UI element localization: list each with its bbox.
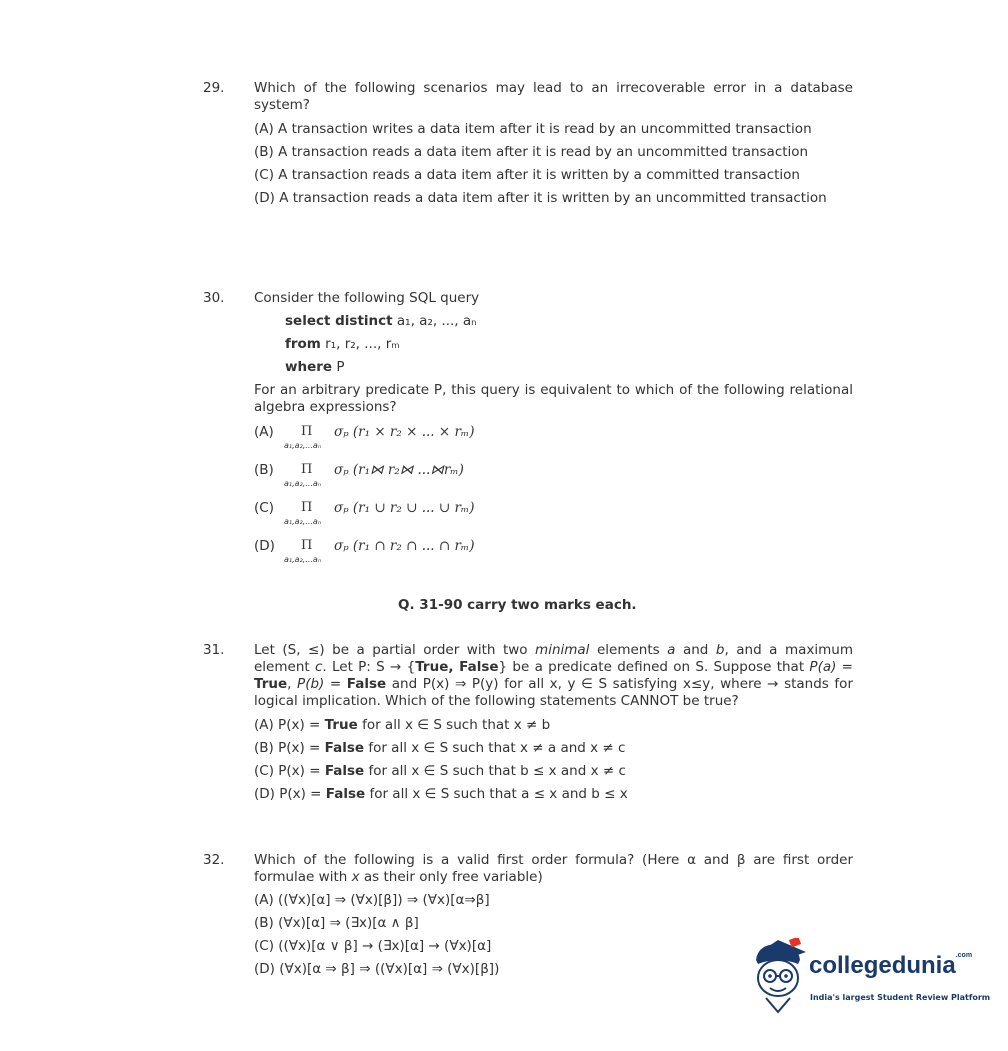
question-number: 31.	[203, 642, 225, 658]
question-stem: Which of the following scenarios may lead to an irrecoverable error in a database system?	[254, 80, 853, 113]
option-d: (D) A transaction reads a data item after it is written by an uncommitted transaction	[254, 190, 827, 206]
brand-name: collegedunia$^{.com}$	[809, 952, 973, 979]
option-b: (B) A transaction reads a data item after it is read by an uncommitted transaction	[254, 144, 809, 160]
question-stem: Let (S, ≤) be a partial order with two minimal elements a and b, and a maximum element c. Let P: S → {True, False} be a predicate defined on S. Suppose that P(a) = True, P(b) = False and P(x) ⇒ P(y) for all x, y ∈ S satisfying x≤y, where → stands for logical implication. Which of the following statements CANNOT be true?	[254, 642, 853, 709]
option-c: (C) P(x) = False for all x ∈ S such that b ≤ x and x ≠ c	[254, 763, 626, 779]
question-31	[203, 642, 853, 803]
option-a: (A) Π a₁,a₂,...aₙ σₚ (r₁ × r₂ × ... × rₘ)	[254, 424, 475, 450]
option-c: (C) ((∀x)[α ∨ β] → (∃x)[α] → (∀x)[α]	[254, 938, 492, 954]
option-b: (B) P(x) = False for all x ∈ S such that x ≠ a and x ≠ c	[254, 740, 626, 756]
option-b: (B) Π a₁,a₂,...aₙ σₚ (r₁⋈ r₂⋈ ...⋈rₘ)	[254, 462, 464, 488]
mascot-icon	[748, 938, 808, 1018]
question-30	[203, 290, 853, 572]
question-29	[203, 80, 853, 207]
option-d: (D) Π a₁,a₂,...aₙ σₚ (r₁ ∩ r₂ ∩ ... ∩ rₘ)	[254, 538, 475, 564]
brand-tagline: India's largest Student Review Platform	[810, 993, 991, 1002]
option-d: (D) (∀x)[α ⇒ β] ⇒ ((∀x)[α] ⇒ (∀x)[β])	[254, 961, 500, 977]
option-a: (A) A transaction writes a data item after it is read by an uncommitted transaction	[254, 121, 812, 137]
question-number: 30.	[203, 290, 225, 306]
option-b: (B) (∀x)[α] ⇒ (∃x)[α ∧ β]	[254, 915, 419, 931]
question-number: 29.	[203, 80, 225, 96]
sql-where-line: where P	[285, 359, 345, 375]
collegedunia-logo	[748, 938, 991, 1018]
question-stem: Consider the following SQL query	[254, 290, 480, 306]
option-a: (A) P(x) = True for all x ∈ S such that x ≠ b	[254, 717, 551, 733]
question-number: 32.	[203, 852, 225, 868]
question-text: For an arbitrary predicate P, this query is equivalent to which of the following relational algebra expressions?	[254, 382, 853, 415]
sql-select-line: select distinct a₁, a₂, ..., aₙ	[285, 313, 477, 329]
option-a: (A) ((∀x)[α] ⇒ (∀x)[β]) ⇒ (∀x)[α⇒β]	[254, 892, 490, 908]
section-heading: Q. 31-90 carry two marks each.	[398, 597, 637, 613]
option-c: (C) Π a₁,a₂,...aₙ σₚ (r₁ ∪ r₂ ∪ ... ∪ rₘ)	[254, 500, 475, 526]
question-stem: Which of the following is a valid first order formula? (Here α and β are first order formulae with x as their only free variable)	[254, 852, 853, 885]
option-c: (C) A transaction reads a data item after it is written by a committed transaction	[254, 167, 800, 183]
sql-from-line: from r₁, r₂, ..., rₘ	[285, 336, 400, 352]
option-d: (D) P(x) = False for all x ∈ S such that a ≤ x and b ≤ x	[254, 786, 628, 802]
